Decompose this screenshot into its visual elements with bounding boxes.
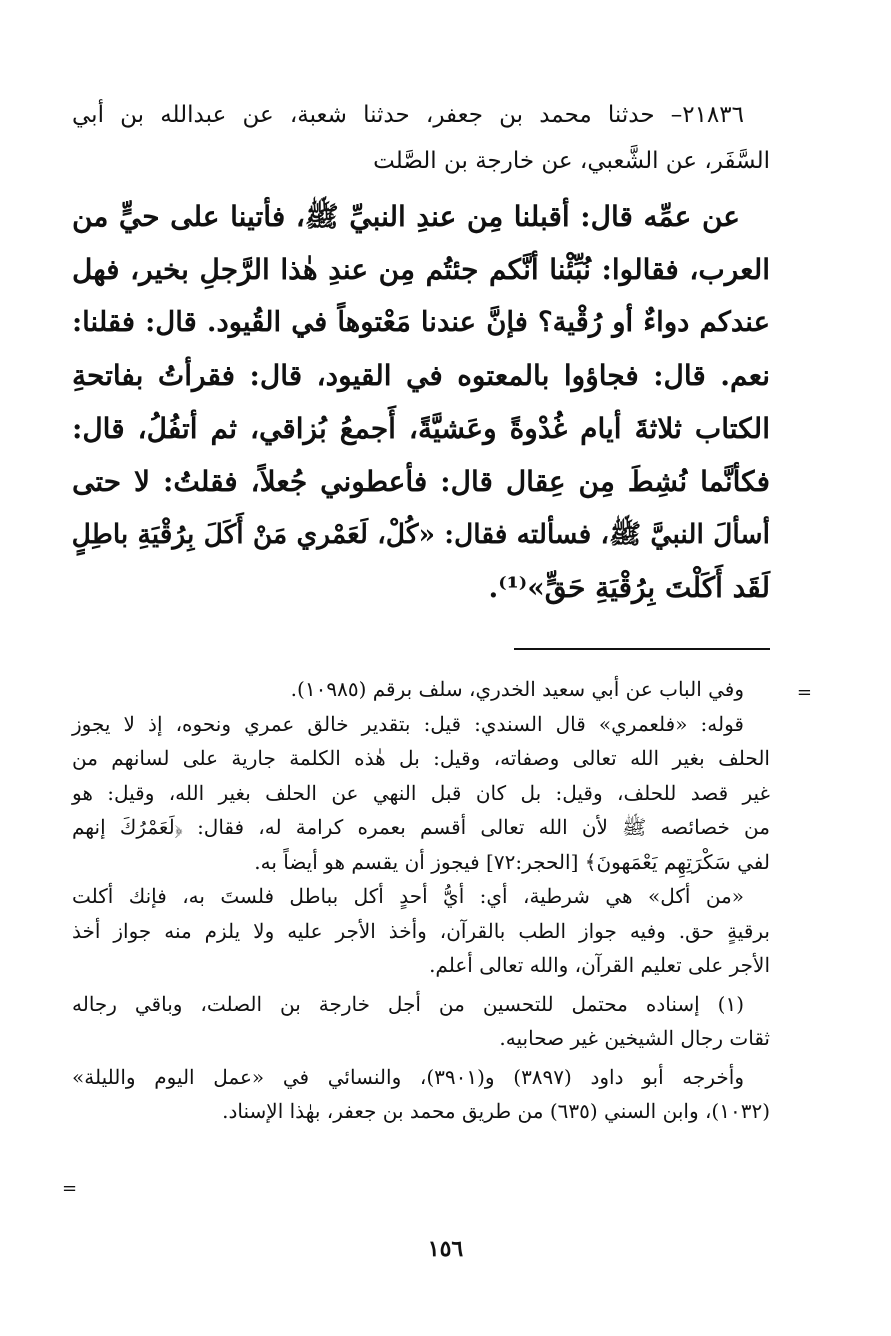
hadith-line: الكتاب ثلاثةَ أيام غُدْوةً وعَشيَّةً، أَجمعُ بُزاقي، ثم أتفُلُ، قال: bbox=[72, 412, 770, 445]
footnote-line: (١٠٣٢)، وابن السني (٦٣٥) من طريق محمد بن جعفر، بهٰذا الإسناد. bbox=[222, 1099, 770, 1123]
hadith-line: أسألَ النبيَّ ﷺ، فسألته فقال: «كُلْ، لَعَمْري مَنْ أَكَلَ بِرُقْيَةِ باطِلٍ bbox=[71, 519, 770, 550]
hadith-line: نعم. قال: فجاؤوا بالمعتوه في القيود، قال: فقرأتُ بفاتحةِ bbox=[72, 359, 770, 392]
footnotes bbox=[72, 672, 770, 1129]
page-number: ١٥٦ bbox=[427, 1236, 464, 1262]
footnote-line: الأجر على تعليم القرآن، والله تعالى أعلم. bbox=[429, 953, 770, 977]
hadith-text bbox=[72, 190, 770, 614]
footnote-line: وأخرجه أبو داود (٣٨٩٧) و(٣٩٠١)، والنسائي في «عمل اليوم والليلة» bbox=[72, 1064, 745, 1089]
footnote-line: لفي سَكْرَتِهِم يَعْمَهونَ﴾ [الحجر:٧٢] فيجوز أن يقسم هو أيضاً به. bbox=[254, 849, 770, 874]
footnote-end-marker: = bbox=[62, 1178, 78, 1199]
footnote-line: ثقات رجال الشيخين غير صحابيه. bbox=[499, 1026, 770, 1050]
hadith-header bbox=[72, 92, 770, 184]
footnote-line: وفي الباب عن أبي سعيد الخدري، سلف برقم (١٠٩٨٥). bbox=[290, 677, 744, 701]
footnote-separator bbox=[514, 648, 770, 650]
page bbox=[72, 92, 770, 1129]
footnote-line: غير قصد للحلف، وقيل: بل كان قبل النهي عن الحلف بغير الله، وقيل: هو bbox=[72, 780, 770, 805]
footnote-continuation-marker: = bbox=[796, 682, 812, 703]
hadith-line: لَقَد أَكَلْتَ بِرُقْيَةِ حَقٍّ»⁽¹⁾. bbox=[488, 571, 770, 604]
hadith-line: العرب، فقالوا: نُبِّئْنا أنَّكم جئتُم مِن عندِ هٰذا الرَّجلِ بخير، فهل bbox=[72, 253, 770, 286]
footnote-line: من خصائصه ﷺ لأن الله تعالى أقسم بعمره كرامة له، فقال: ﴿لَعَمْرُكَ إنهم bbox=[72, 815, 770, 839]
footnote-line: (١) إسناده محتمل للتحسين من أجل خارجة بن الصلت، وباقي رجاله bbox=[72, 991, 744, 1016]
footnote-line: قوله: «فلعمري» قال السندي: قيل: بتقدير خالق عمري ونحوه، إذ لا يجوز bbox=[72, 711, 744, 736]
hadith-line: فكأنَّما نُشِطَ مِن عِقال قال: فأعطوني جُعلاً، فقلتُ: لا حتى bbox=[72, 465, 770, 498]
footnote-line: برقيةٍ حق. وفيه جواز الطب بالقرآن، وأخذ الأجر عليه ولا يلزم منه جواز أخذ bbox=[72, 918, 770, 943]
header-line: ٢١٨٣٦– حدثنا محمد بن جعفر، حدثنا شعبة، عن عبدالله بن أبي bbox=[72, 102, 744, 128]
footnote-line: الحلف بغير الله تعالى وصفاته، وقيل: بل هٰذه الكلمة جارية على لسانهم من bbox=[72, 746, 770, 770]
hadith-line: عندكم دواءٌ أو رُقْية؟ فإنَّ عندنا مَعْتوهاً في القُيود. قال: فقلنا: bbox=[72, 306, 770, 338]
header-line: السَّفَر، عن الشَّعبي، عن خارجة بن الصَّلت bbox=[373, 148, 770, 174]
hadith-line: عن عمِّه قال: أقبلنا مِن عندِ النبيِّ ﷺ، فأتينا على حيٍّ من bbox=[72, 200, 740, 233]
footnote-line: «من أكل» هي شرطية، أي: أيُّ أحدٍ أكل بباطل فلستَ به، فإنك أكلت bbox=[72, 884, 744, 908]
